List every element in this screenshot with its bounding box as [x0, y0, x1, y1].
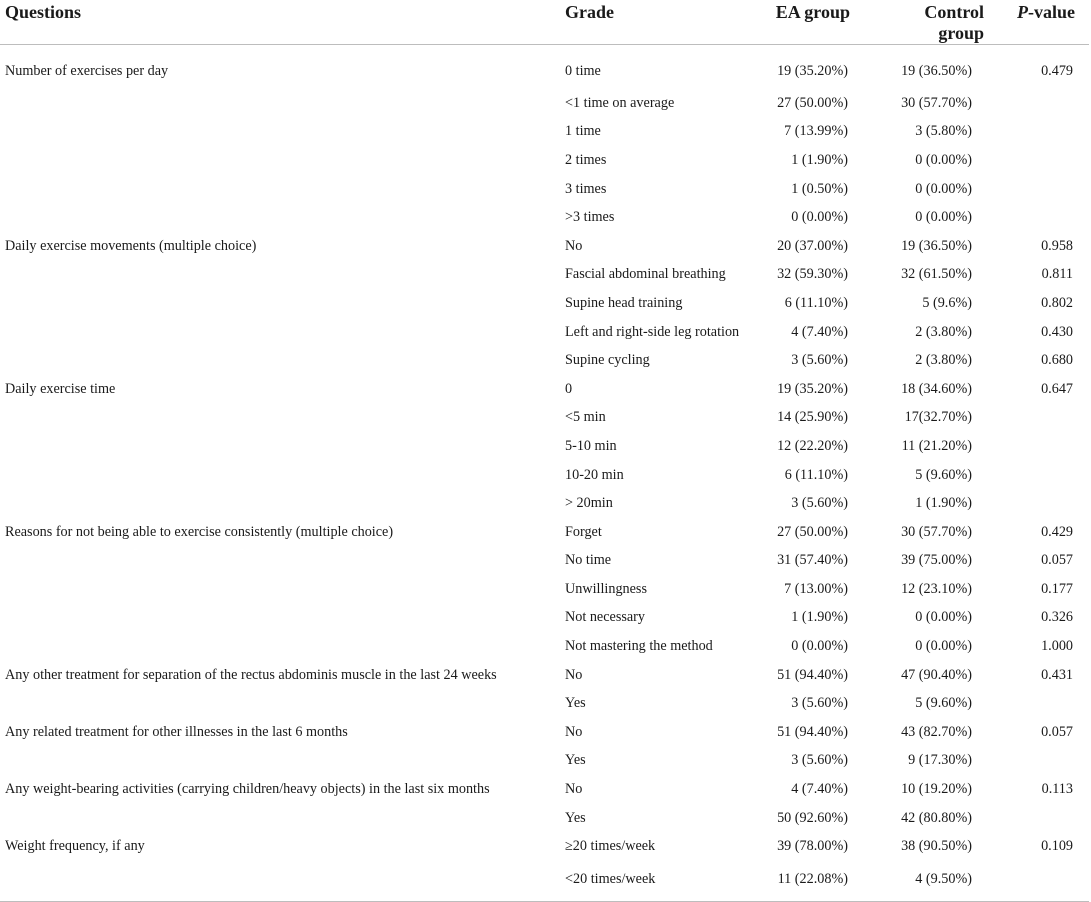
control-group-cell: 4 (9.50%) — [878, 861, 1008, 902]
p-value-cell — [1008, 146, 1089, 175]
p-value-cell — [1008, 404, 1089, 433]
grade-cell: Not mastering the method — [565, 638, 713, 655]
p-value-cell: 0.431 — [1041, 666, 1073, 683]
grade-cell: Yes — [565, 752, 586, 769]
question-cell: Any other treatment for separation of the rectus abdominis muscle in the last 24 weeks — [5, 666, 497, 683]
grade-cell: 0 time — [565, 62, 601, 79]
grade-cell: Fascial abdominal breathing — [565, 266, 726, 283]
p-value-cell — [1008, 489, 1089, 518]
control-group-cell: 19 (36.50%) — [901, 62, 972, 79]
question-cell — [0, 146, 565, 175]
table-row — [0, 861, 1089, 902]
table-row — [0, 747, 1089, 776]
table-row — [0, 118, 1089, 147]
question-cell — [0, 547, 565, 576]
question-cell — [0, 632, 565, 661]
grade-cell: Supine head training — [565, 294, 683, 311]
question-cell — [0, 689, 565, 718]
ea-group-cell: 1 (1.90%) — [791, 609, 848, 626]
control-group-cell: 32 (61.50%) — [901, 266, 972, 283]
p-value-cell: 0.811 — [1041, 266, 1073, 283]
p-value-cell — [1008, 432, 1089, 461]
table-row — [0, 461, 1089, 490]
header-questions: Questions — [0, 0, 565, 45]
question-cell — [0, 575, 565, 604]
p-value-cell — [1008, 461, 1089, 490]
grade-cell: No — [565, 723, 583, 740]
grade-cell: Yes — [565, 809, 586, 826]
grade-cell: > 20min — [565, 495, 613, 512]
question-cell — [0, 461, 565, 490]
p-value-cell: 0.057 — [1041, 723, 1073, 740]
control-group-cell: 0 (0.00%) — [915, 209, 972, 226]
ea-group-cell: 19 (35.20%) — [777, 380, 848, 397]
p-value-cell: 0.647 — [1041, 380, 1073, 397]
table-row — [0, 547, 1089, 576]
control-group-cell: 43 (82.70%) — [901, 723, 972, 740]
table-row — [0, 661, 1089, 690]
ea-group-cell: 3 (5.60%) — [791, 752, 848, 769]
grade-cell: 0 — [565, 380, 573, 397]
table-row — [0, 632, 1089, 661]
ea-group-cell: 27 (50.00%) — [777, 94, 848, 111]
table-row — [0, 89, 1089, 118]
header-p-value — [1008, 0, 1089, 45]
table-row — [0, 261, 1089, 290]
table-row — [0, 318, 1089, 347]
p-value-cell: 0.958 — [1041, 237, 1073, 254]
table-row — [0, 146, 1089, 175]
table-row — [0, 232, 1089, 261]
control-group-cell: 11 (21.20%) — [901, 437, 972, 454]
ea-group-cell: 32 (59.30%) — [777, 266, 848, 283]
p-value-cell: 0.430 — [1041, 323, 1073, 340]
control-group-cell: 30 (57.70%) — [901, 94, 972, 111]
p-value-cell — [1008, 689, 1089, 718]
ea-group-cell: 7 (13.00%) — [784, 580, 848, 597]
question-cell — [0, 604, 565, 633]
control-group-cell: 42 (80.80%) — [901, 809, 972, 826]
header-row — [0, 0, 1089, 45]
table-body — [0, 45, 1089, 902]
control-group-cell: 12 (23.10%) — [901, 580, 972, 597]
p-value-cell — [1008, 89, 1089, 118]
question-cell: Any related treatment for other illnesses in the last 6 months — [5, 723, 348, 740]
question-cell: Daily exercise movements (multiple choice) — [5, 237, 257, 254]
table-row — [0, 289, 1089, 318]
grade-cell: 2 times — [565, 151, 607, 168]
ea-group-cell: 14 (25.90%) — [777, 409, 848, 426]
p-value-cell: 0.109 — [1041, 838, 1073, 855]
control-group-cell: 17(32.70%) — [904, 409, 972, 426]
p-value-cell: 0.113 — [1041, 781, 1073, 798]
ea-group-cell: 6 (11.10%) — [784, 294, 848, 311]
control-group-cell: 5 (9.60%) — [915, 466, 972, 483]
control-group-cell: 3 (5.80%) — [915, 123, 972, 140]
grade-cell: Unwillingness — [565, 580, 647, 597]
p-value-cell — [1008, 203, 1089, 232]
grade-cell: <1 time on average — [565, 94, 675, 111]
grade-cell: No — [565, 237, 583, 254]
control-group-cell: 30 (57.70%) — [901, 523, 972, 540]
table-row — [0, 404, 1089, 433]
p-value-cell: 0.429 — [1041, 523, 1073, 540]
question-cell — [0, 861, 565, 902]
control-group-cell: 5 (9.6%) — [922, 294, 972, 311]
question-cell — [0, 404, 565, 433]
question-cell — [0, 346, 565, 375]
question-cell: Number of exercises per day — [5, 62, 169, 79]
ea-group-cell: 6 (11.10%) — [784, 466, 848, 483]
ea-group-cell: 3 (5.60%) — [791, 495, 848, 512]
grade-cell: Supine cycling — [565, 352, 650, 369]
grade-cell: <5 min — [565, 409, 606, 426]
grade-cell: Forget — [565, 523, 602, 540]
table-row — [0, 45, 1089, 90]
ea-group-cell: 12 (22.20%) — [777, 437, 848, 454]
ea-group-cell: 4 (7.40%) — [791, 323, 848, 340]
question-cell — [0, 289, 565, 318]
ea-group-cell: 19 (35.20%) — [777, 62, 848, 79]
question-cell — [0, 432, 565, 461]
p-value-cell — [1008, 747, 1089, 776]
ea-group-cell: 7 (13.99%) — [784, 123, 848, 140]
question-cell — [0, 489, 565, 518]
ea-group-cell: 4 (7.40%) — [791, 781, 848, 798]
question-cell — [0, 747, 565, 776]
ea-group-cell: 51 (94.40%) — [777, 666, 848, 683]
table-row — [0, 518, 1089, 547]
grade-cell: >3 times — [565, 209, 615, 226]
control-group-cell: 9 (17.30%) — [908, 752, 972, 769]
header-ea-group: EA group — [765, 0, 878, 45]
control-group-cell: 39 (75.00%) — [901, 552, 972, 569]
question-cell — [0, 203, 565, 232]
table-row — [0, 489, 1089, 518]
table-row — [0, 804, 1089, 833]
ea-group-cell: 1 (1.90%) — [791, 151, 848, 168]
question-cell: Daily exercise time — [5, 380, 116, 397]
ea-group-cell: 51 (94.40%) — [777, 723, 848, 740]
table-row — [0, 375, 1089, 404]
question-cell — [0, 318, 565, 347]
table-row — [0, 575, 1089, 604]
ea-group-cell: 50 (92.60%) — [777, 809, 848, 826]
grade-cell: ≥20 times/week — [565, 838, 656, 855]
header-grade: Grade — [565, 0, 765, 45]
grade-cell: 5-10 min — [565, 437, 617, 454]
p-value-cell — [1008, 861, 1089, 902]
control-group-cell: 0 (0.00%) — [915, 609, 972, 626]
question-cell — [0, 804, 565, 833]
control-group-cell: 0 (0.00%) — [915, 151, 972, 168]
p-value-cell — [1008, 175, 1089, 204]
control-group-cell: 2 (3.80%) — [915, 352, 972, 369]
p-value-cell — [1008, 804, 1089, 833]
table-row — [0, 718, 1089, 747]
ea-group-cell: 0 (0.00%) — [791, 209, 848, 226]
control-group-cell: 0 (0.00%) — [915, 180, 972, 197]
question-cell — [0, 118, 565, 147]
control-group-cell: 18 (34.60%) — [901, 380, 972, 397]
grade-cell: No time — [565, 552, 612, 569]
question-cell: Any weight-bearing activities (carrying children/heavy objects) in the last six months — [5, 781, 490, 798]
grade-cell: No — [565, 666, 583, 683]
ea-group-cell: 11 (22.08%) — [765, 861, 878, 902]
ea-group-cell: 3 (5.60%) — [791, 352, 848, 369]
ea-group-cell: 39 (78.00%) — [777, 838, 848, 855]
ea-group-cell: 0 (0.00%) — [791, 638, 848, 655]
p-value-cell: 0.802 — [1041, 294, 1073, 311]
control-group-cell: 19 (36.50%) — [901, 237, 972, 254]
ea-group-cell: 20 (37.00%) — [777, 237, 848, 254]
p-value-cell: 0.326 — [1041, 609, 1073, 626]
table-row — [0, 432, 1089, 461]
grade-cell: Left and right-side leg rotation — [565, 323, 740, 340]
p-value-cell: 1.000 — [1041, 638, 1073, 655]
control-group-cell: 47 (90.40%) — [901, 666, 972, 683]
p-value-cell: 0.680 — [1041, 352, 1073, 369]
header-p-suffix: -value — [1028, 2, 1075, 22]
p-value-cell: 0.177 — [1041, 580, 1073, 597]
header-p-italic: P — [1017, 2, 1028, 22]
question-cell — [0, 89, 565, 118]
table-row — [0, 175, 1089, 204]
table-row — [0, 346, 1089, 375]
table-header — [0, 0, 1089, 45]
ea-group-cell: 3 (5.60%) — [791, 695, 848, 712]
question-cell: Reasons for not being able to exercise consistently (multiple choice) — [5, 523, 394, 540]
grade-cell: Not necessary — [565, 609, 645, 626]
p-value-cell: 0.479 — [1041, 62, 1073, 79]
ea-group-cell: 31 (57.40%) — [777, 552, 848, 569]
control-group-cell: 5 (9.60%) — [915, 695, 972, 712]
grade-cell: <20 times/week — [565, 861, 765, 902]
question-cell — [0, 261, 565, 290]
grade-cell: No — [565, 781, 583, 798]
p-value-cell: 0.057 — [1041, 552, 1073, 569]
p-value-cell — [1008, 118, 1089, 147]
control-group-cell: 10 (19.20%) — [901, 781, 972, 798]
table-row — [0, 604, 1089, 633]
control-group-cell: 1 (1.90%) — [915, 495, 972, 512]
question-cell — [0, 175, 565, 204]
ea-group-cell: 1 (0.50%) — [791, 180, 848, 197]
grade-cell: 10-20 min — [565, 466, 624, 483]
table-row — [0, 832, 1089, 861]
table-row — [0, 689, 1089, 718]
table-row — [0, 775, 1089, 804]
control-group-cell: 2 (3.80%) — [915, 323, 972, 340]
control-group-cell: 38 (90.50%) — [901, 838, 972, 855]
table-row — [0, 203, 1089, 232]
question-cell: Weight frequency, if any — [5, 838, 145, 855]
grade-cell: 1 time — [565, 123, 601, 140]
control-group-cell: 0 (0.00%) — [915, 638, 972, 655]
ea-group-cell: 27 (50.00%) — [777, 523, 848, 540]
header-control-group: Control group — [878, 0, 1008, 45]
grade-cell: 3 times — [565, 180, 607, 197]
grade-cell: Yes — [565, 695, 586, 712]
